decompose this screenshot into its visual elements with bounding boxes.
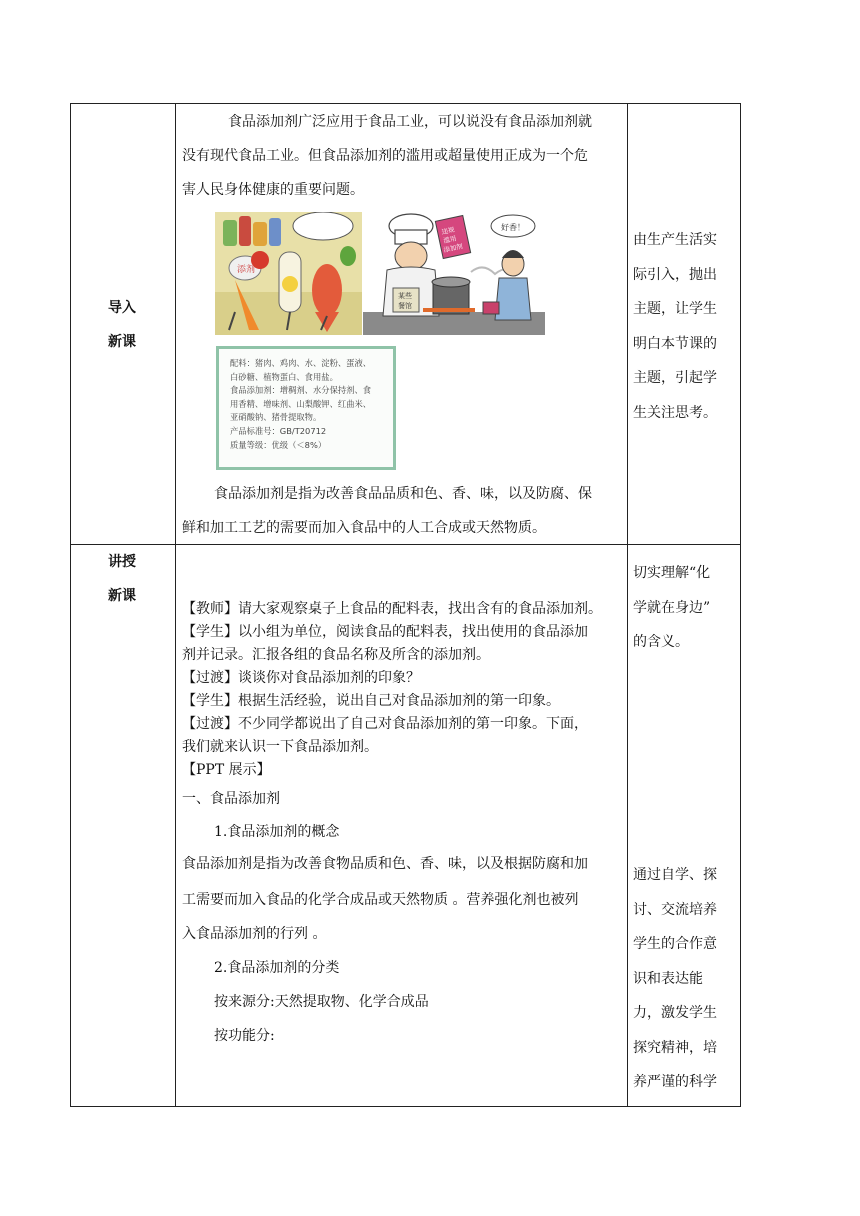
apron-text-line1: 某些 [398,292,412,300]
ingredient-line: 产品标准号：GB/T20712 [230,425,327,436]
note-line: 探究精神，培 [633,1039,717,1056]
section-title: 一、食品添加剂 [182,791,280,807]
classification-by-source: 按来源分:天然提取物、化学合成品 [214,994,429,1010]
note-line: 由生产生活实 [633,232,717,248]
intro-paragraph-line: 食品添加剂广泛应用于食品工业，可以说没有食品添加剂就 [228,114,592,130]
note-line: 主题，引起学 [633,370,717,386]
dialog-line: 【学生】以小组为单位，阅读食品的配料表，找出使用的食品添加 [182,624,588,640]
ingredient-line: 白砂糖、植物蛋白、食用盐。 [230,371,338,382]
sign-text-line3: 添加剂 [442,242,464,255]
concept-line: 工需要而加入食品的化学合成品或天然物质 。营养强化剂也被列 [182,892,579,908]
sign-text-line2: 滥用 [442,234,458,245]
note-line: 学生的合作意 [633,936,717,952]
design-intent-note-skills [633,858,735,1100]
note-line: 讨、交流培养 [633,901,717,918]
dialog-line: 【PPT 展示】 [182,762,271,778]
chef-restaurant-cartoon [363,212,545,335]
dialog-line: 【过渡】不少同学都说出了自己对食品添加剂的第一印象。下面， [182,716,588,732]
sign-text-line1: 违规 [440,225,456,237]
dialog-line: 剂并记录。汇报各组的食品名称及所含的添加剂。 [182,647,490,663]
row-label-intro-line1: 导入 [108,300,136,316]
row-label-teaching-line2: 新课 [108,588,136,604]
item1-title: 1.食品添加剂的概念 [214,824,340,840]
design-intent-note-chemistry [633,556,735,660]
definition-line: 鲜和加工工艺的需要而加入食品中的人工合成或天然物质。 [182,520,546,536]
classification-by-function: 按功能分: [214,1028,275,1044]
ingredient-line: 配料：猪肉、鸡肉、水、淀粉、蛋液、 [230,358,372,368]
dialog-line: 我们就来认识一下食品添加剂。 [182,739,378,755]
row-label-intro-line2: 新课 [108,334,136,350]
item2-title: 2.食品添加剂的分类 [214,960,340,976]
note-line: 通过自学、探 [633,867,717,883]
note-line: 识和表达能 [633,970,703,987]
ingredient-line: 用香精、增味剂、山梨酸钾、红曲米、 [230,398,372,409]
ingredient-line: 质量等级：优级（＜8%） [230,439,327,450]
concept-line: 食品添加剂是指为改善食物品质和色、香、味，以及根据防腐和加 [182,856,588,872]
note-line: 的含义。 [633,634,689,650]
dialog-line: 【过渡】谈谈你对食品添加剂的印象？ [182,670,420,686]
note-line: 切实理解“化 [633,565,711,581]
concept-line: 入食品添加剂的行列 。 [182,926,327,942]
lesson-plan-table [70,103,741,1107]
dialog-line: 【教师】请大家观察桌子上食品的配料表，找出含有的食品添加剂。 [182,601,602,617]
note-line: 养严谨的科学 [633,1074,717,1090]
row-label-teaching-line1: 讲授 [108,554,136,570]
intro-paragraph-line: 没有现代食品工业。但食品添加剂的滥用或超量使用正成为一个危 [182,148,588,164]
food-characters-cartoon [215,212,362,335]
ingredient-line: 亚硝酸钠、猪骨提取物。 [230,412,322,423]
intro-paragraph-line: 害人民身体健康的重要问题。 [182,182,364,198]
speech-text: 好香！ [501,223,525,232]
bubble-text: 添剂 [237,265,256,275]
note-line: 学就在身边” [633,599,711,616]
definition-line: 食品添加剂是指为改善食品品质和色、香、味，以及防腐、保 [214,486,592,502]
dialog-line: 【学生】根据生活经验，说出自己对食品添加剂的第一印象。 [182,693,560,709]
note-line: 明白本节课的 [633,335,717,352]
ingredient-label-image [216,346,396,470]
apron-text-line2: 餐馆 [398,302,412,310]
design-intent-note-intro [633,223,735,430]
note-line: 际引入，抛出 [633,266,717,283]
note-line: 主题，让学生 [633,301,717,317]
note-line: 生关注思考。 [633,404,717,421]
note-line: 力，激发学生 [633,1005,717,1021]
ingredient-line: 食品添加剂：增稠剂、水分保持剂、食 [230,385,372,396]
